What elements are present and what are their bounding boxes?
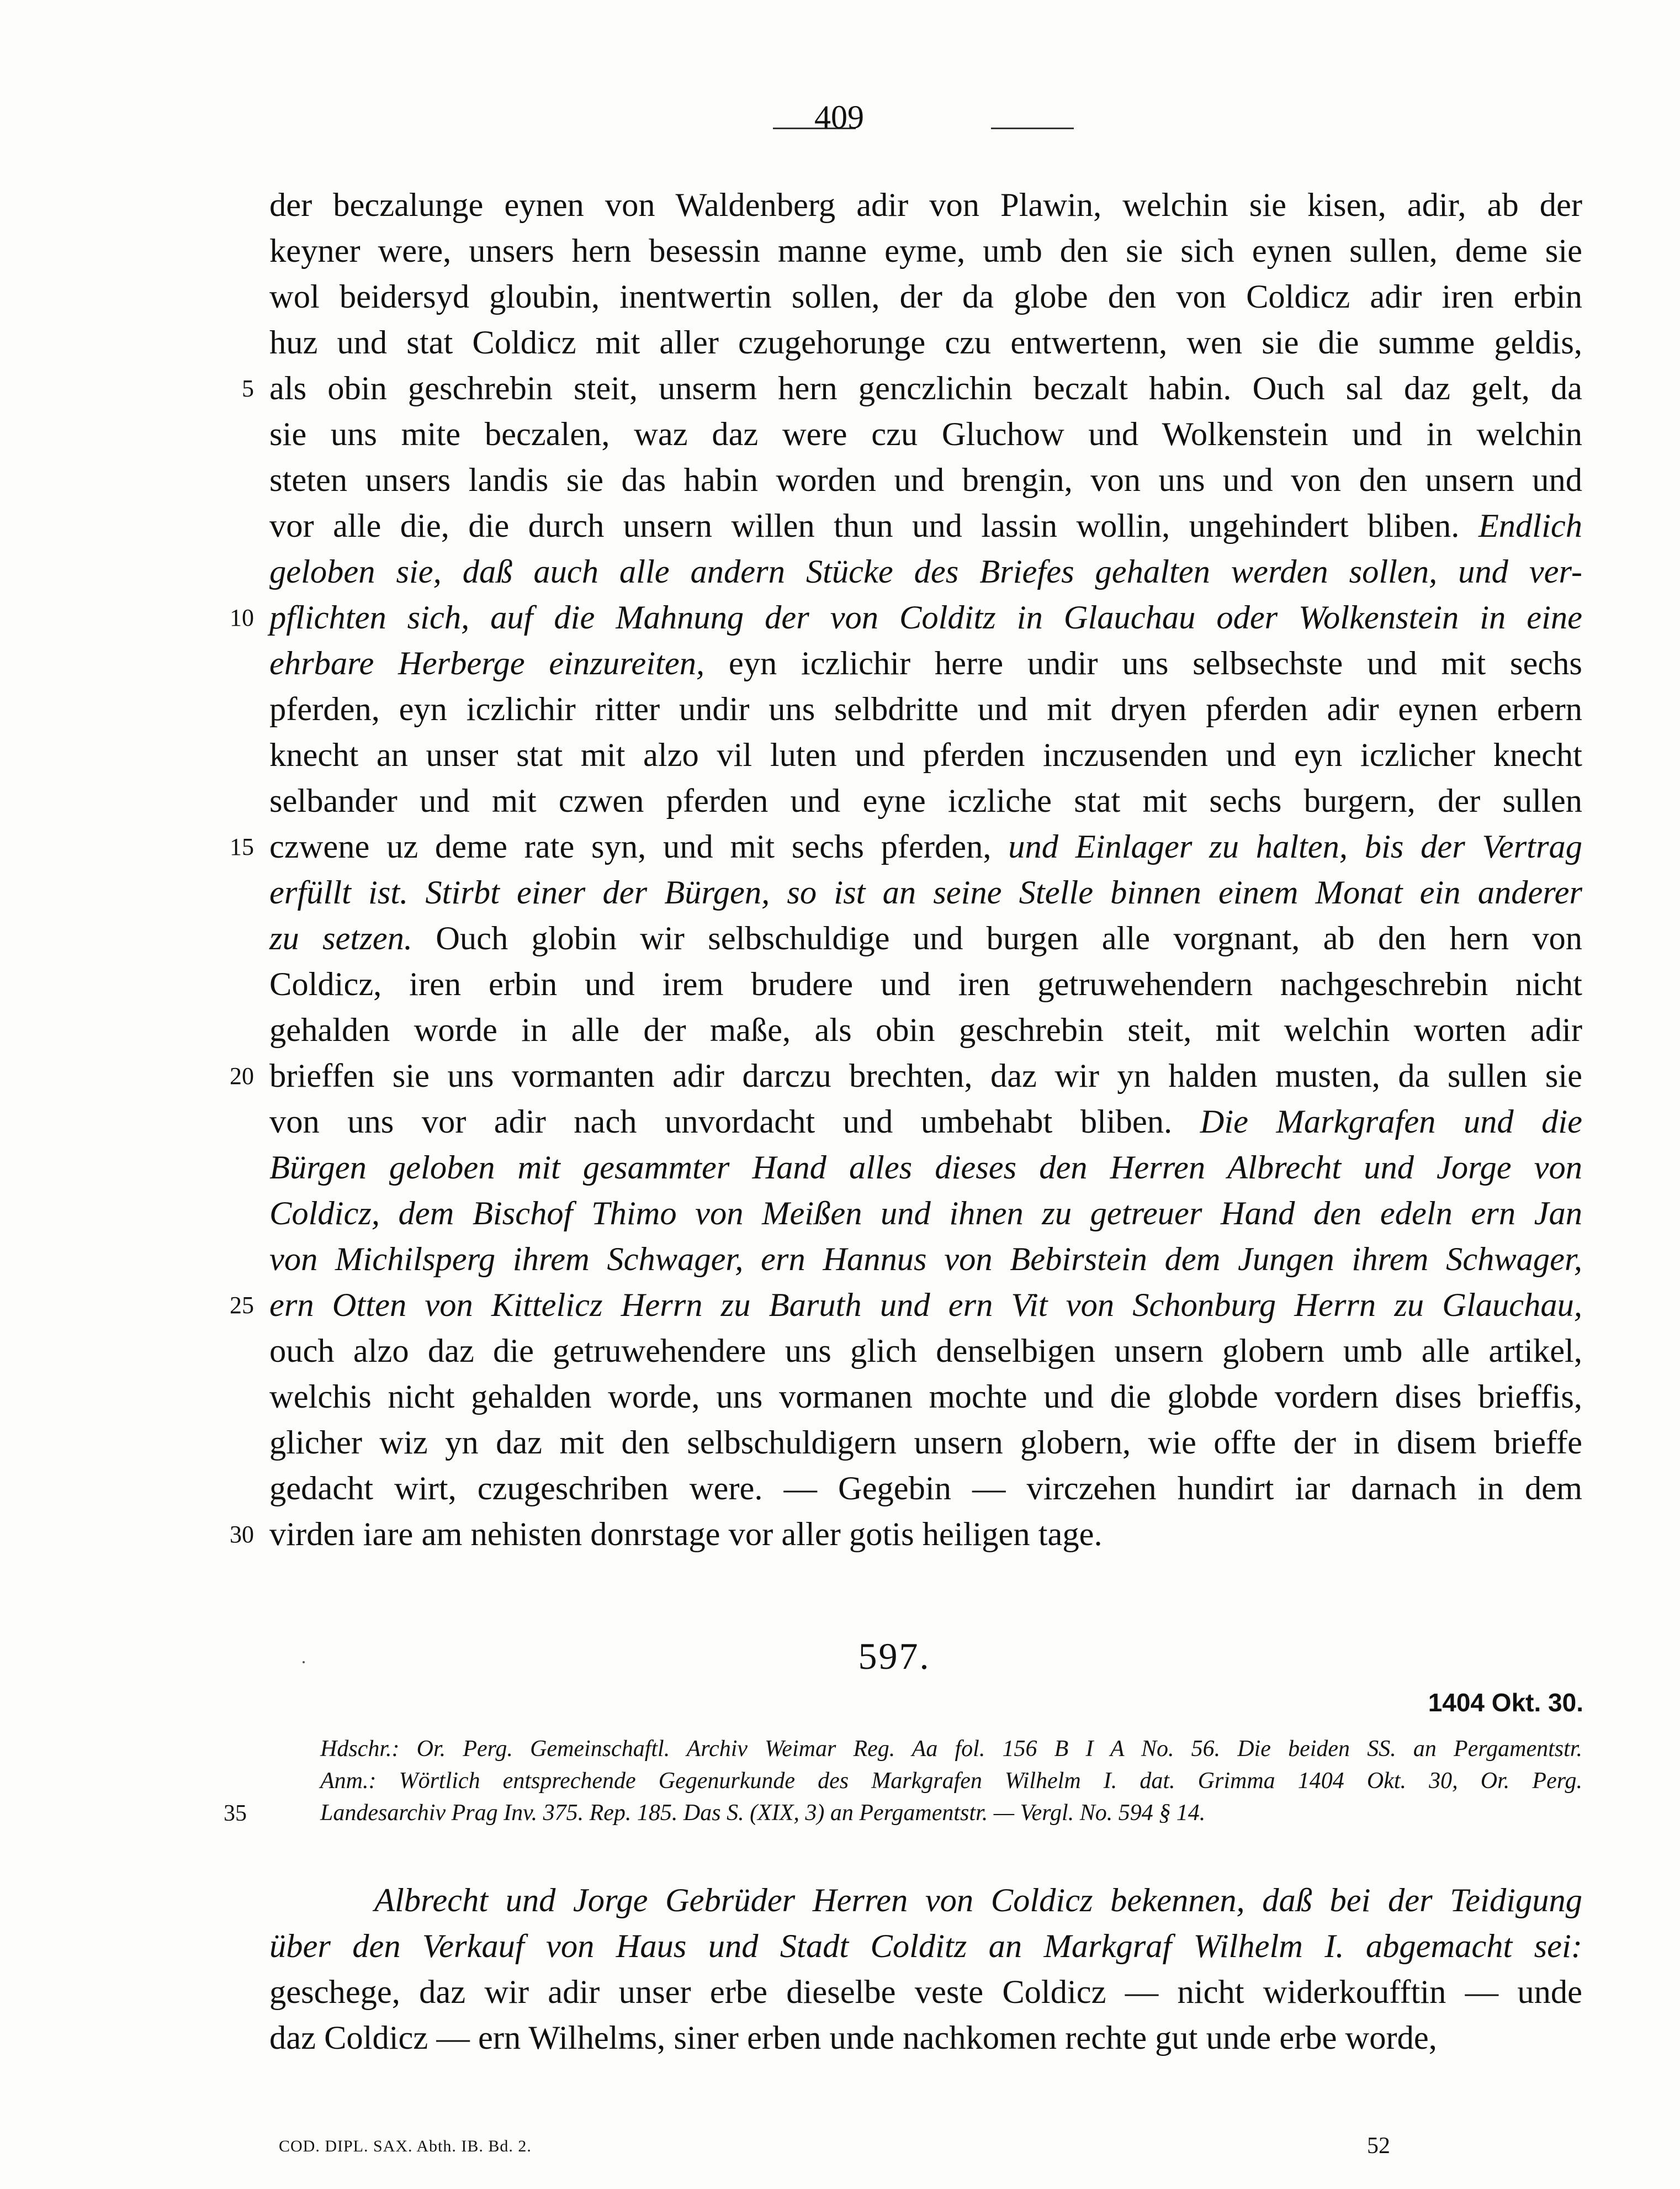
text-line: [269, 1374, 1582, 1420]
text-line: [269, 686, 1582, 732]
document-number: 597.: [858, 1635, 931, 1677]
text-line: [269, 1878, 1582, 1923]
text-line: [269, 1282, 1582, 1328]
text-line: [269, 1923, 1582, 1969]
source-note: Anm.: Wörtlich entsprechende Gegenurkunde des Markgrafen Wilhelm I. dat. Grimma 1404 Okt. 30, Or. Perg.: [320, 1768, 1582, 1794]
source-text: selbander und mit czwen pferden und eyne iczliche stat mit sechs burgern, der sullen: [269, 782, 1582, 819]
text-line: [269, 1007, 1582, 1053]
text-line: [269, 1511, 1582, 1557]
source-text: steten unsers landis sie das habin worden und brengin, von uns und von den unsern und: [269, 462, 1582, 499]
source-text: eyn iczlichir herre undir uns selbsechste und mit sechs: [704, 645, 1582, 682]
source-text: von uns vor adir nach unvordacht und umbehabt bliben.: [269, 1103, 1200, 1140]
document-date: 1404 Okt. 30.: [1428, 1688, 1583, 1717]
text-line: [269, 228, 1582, 274]
source-notes: [320, 1733, 1582, 1829]
source-text: wol beidersyd gloubin, inentwertin sollen, der da globe den von Coldicz adir iren erbin: [269, 278, 1582, 315]
source-note: Landesarchiv Prag Inv. 375. Rep. 185. Das S. (XIX, 3) an Pergamentstr. — Vergl. No. 594 § 14.: [320, 1800, 1206, 1826]
line-number: 20: [230, 1062, 254, 1090]
source-text: geschege, daz wir adir unser erbe dieselbe veste Coldicz — nicht widerkoufftin — unde: [269, 1974, 1582, 2011]
editorial-summary: Coldicz, dem Bischof Thimo von Meißen und ihnen zu getreuer Hand den edeln ern Jan: [269, 1195, 1582, 1232]
editorial-summary: und Einlager zu halten, bis der Vertrag: [1008, 828, 1582, 865]
source-text: der beczalunge eynen von Waldenberg adir von Plawin, welchin sie kisen, adir, ab der: [269, 187, 1582, 224]
text-line: [269, 1420, 1582, 1466]
text-line: [269, 1053, 1582, 1099]
editorial-summary: ern Otten von Kittelicz Herrn zu Baruth und ern Vit von Schonburg Herrn zu Glauchau,: [269, 1287, 1582, 1324]
text-line: [269, 1328, 1582, 1374]
line-number: 35: [224, 1801, 247, 1826]
editorial-summary: erfüllt ist. Stirbt einer der Bürgen, so ist an seine Stelle binnen einem Monat ein anderer: [269, 874, 1582, 911]
line-number: 10: [230, 604, 254, 631]
source-text: Coldicz, iren erbin und irem brudere und iren getruwehendern nachgeschrebin nicht: [269, 966, 1582, 1003]
sheet-number: 52: [1367, 2133, 1390, 2159]
page-number: 409: [814, 99, 864, 135]
text-line: [269, 870, 1582, 916]
text-line: [269, 1969, 1582, 2015]
document-text: [269, 1878, 1582, 2061]
text-line: [269, 457, 1582, 503]
source-text: knecht an unser stat mit alzo vil luten und pferden inczusenden und eyn iczlicher knecht: [269, 737, 1582, 774]
line-number: 30: [230, 1521, 254, 1548]
source-text: daz Coldicz — ern Wilhelms, siner erben unde nachkomen rechte gut unde erbe worde,: [269, 2019, 1437, 2056]
source-text: virden iare am nehisten donrstage vor aller gotis heiligen tage.: [269, 1516, 1103, 1553]
source-text: brieffen sie uns vormanten adir darczu brechten, daz wir yn halden musten, da sullen sie: [269, 1058, 1582, 1094]
text-line: [269, 916, 1582, 961]
main-text: [269, 182, 1582, 1557]
source-text: gedacht wirt, czugeschriben were. — Gegebin — virczehen hundirt iar darnach in dem: [269, 1470, 1582, 1507]
source-text: welchis nicht gehalden worde, uns vormanen mochte und die globde vordern dises brieffis,: [269, 1378, 1582, 1415]
source-text: huz und stat Coldicz mit aller czugehorunge czu entwertenn, wen sie die summe geldis,: [269, 324, 1582, 361]
text-line: [269, 2015, 1582, 2061]
text-line: [269, 503, 1582, 549]
editorial-summary: pflichten sich, auf die Mahnung der von Colditz in Glauchau oder Wolkenstein in eine: [269, 599, 1582, 636]
editorial-summary: Endlich: [1478, 507, 1582, 544]
source-note: Hdschr.: Or. Perg. Gemeinschaftl. Archiv Weimar Reg. Aa fol. 156 B I A No. 56. Die beiden SS. an Pergamentstr.: [320, 1736, 1582, 1762]
editorial-summary: geloben sie, daß auch alle andern Stücke des Briefes gehalten werden sollen, und ver-: [269, 553, 1582, 590]
header-rule-right: [991, 128, 1074, 129]
editorial-summary: von Michilsperg ihrem Schwager, ern Hannus von Bebirstein dem Jungen ihrem Schwager,: [269, 1241, 1582, 1278]
text-line: [269, 411, 1582, 457]
text-line: [269, 1099, 1582, 1145]
source-text: als obin geschrebin steit, unserm hern genczlichin beczalt habin. Ouch sal daz gelt, da: [269, 370, 1582, 407]
source-text: glicher wiz yn daz mit den selbschuldigern unsern globern, wie offte der in disem brieffe: [269, 1424, 1582, 1461]
text-line: [269, 824, 1582, 870]
editorial-summary: ehrbare Herberge einzureiten,: [269, 645, 705, 682]
text-line: [269, 1236, 1582, 1282]
edition-signature: COD. DIPL. SAX. Abth. IB. Bd. 2.: [279, 2137, 532, 2155]
editorial-summary: über den Verkauf von Haus und Stadt Colditz an Markgraf Wilhelm I. abgemacht sei:: [269, 1928, 1582, 1965]
line-number: 15: [230, 833, 254, 860]
editorial-summary: Die Markgrafen und die: [1200, 1103, 1582, 1140]
text-line: [269, 366, 1582, 411]
text-line: [269, 641, 1582, 686]
editorial-summary: Albrecht und Jorge Gebrüder Herren von Coldicz bekennen, daß bei der Teidigung: [374, 1882, 1582, 1919]
text-line: [269, 1466, 1582, 1511]
text-line: [269, 732, 1582, 778]
editorial-summary: Bürgen geloben mit gesammter Hand alles dieses den Herren Albrecht und Jorge von: [269, 1149, 1582, 1186]
source-text: vor alle die, die durch unsern willen thun und lassin wollin, ungehindert bliben.: [269, 507, 1478, 544]
source-text: gehalden worde in alle der maße, als obin geschrebin steit, mit welchin worten adir: [269, 1012, 1582, 1049]
text-line: [269, 778, 1582, 824]
source-text: Ouch globin wir selbschuldige und burgen alle vorgnant, ab den hern von: [412, 920, 1582, 957]
text-line: [269, 595, 1582, 641]
editorial-summary: zu setzen.: [269, 920, 412, 957]
source-text: ouch alzo daz die getruwehendere uns glich denselbigen unsern globern umb alle artikel,: [269, 1333, 1582, 1370]
line-number: 25: [230, 1292, 254, 1319]
text-line: [269, 182, 1582, 228]
text-line: [269, 549, 1582, 595]
text-line: [269, 1145, 1582, 1191]
source-text: pferden, eyn iczlichir ritter undir uns selbdritte und mit dryen pferden adir eynen erbern: [269, 691, 1582, 728]
text-line: [269, 1191, 1582, 1236]
text-line: [269, 320, 1582, 366]
line-number: 5: [242, 375, 254, 402]
source-text: czwene uz deme rate syn, und mit sechs pferden,: [269, 828, 1009, 865]
text-line: [269, 274, 1582, 320]
source-text: sie uns mite beczalen, waz daz were czu Gluchow und Wolkenstein und in welchin: [269, 416, 1582, 453]
source-text: keyner were, unsers hern besessin manne eyme, umb den sie sich eynen sullen, deme sie: [269, 232, 1582, 269]
text-line: [269, 961, 1582, 1007]
margin-dot: [303, 1661, 305, 1663]
